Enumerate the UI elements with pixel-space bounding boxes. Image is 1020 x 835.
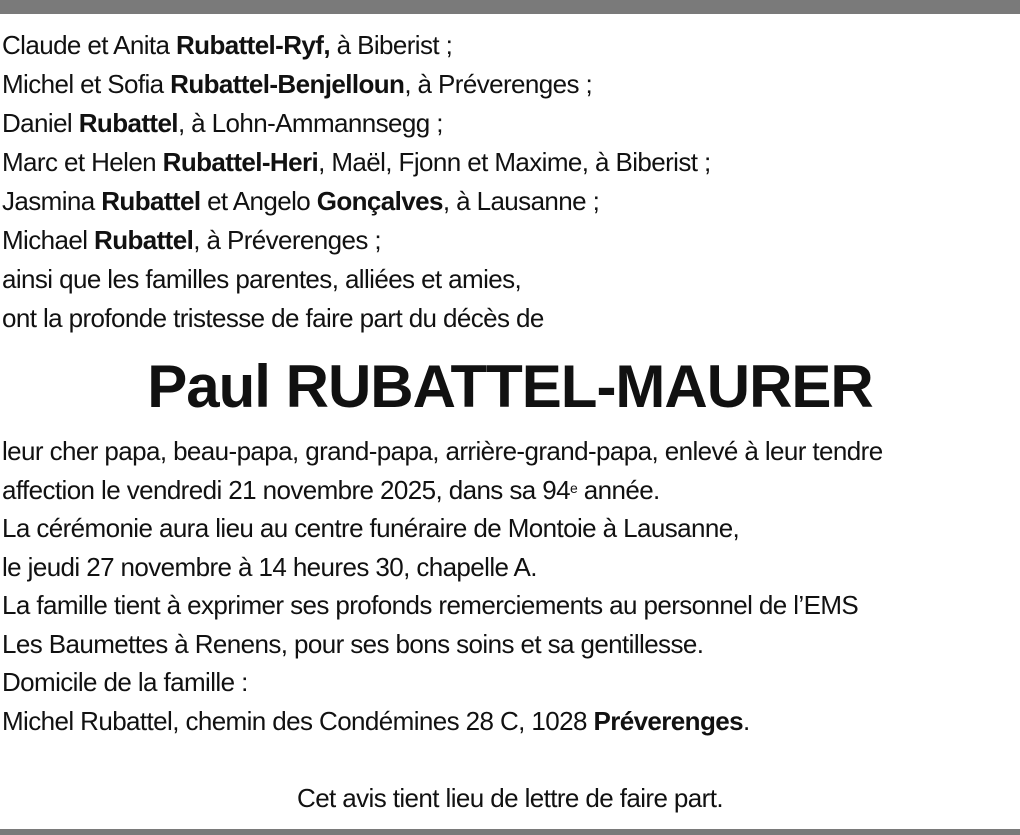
top-divider-bar (0, 0, 1020, 14)
deceased-name: Paul RUBATTEL-MAURER (147, 353, 873, 420)
text-run: , à Lohn-Ammannsegg ; (177, 108, 443, 138)
body-line (2, 666, 248, 698)
family-line (2, 146, 711, 178)
text-run: année. (577, 474, 660, 505)
bold-name: Rubattel-Ryf, (175, 30, 330, 60)
bold-name: Rubattel (101, 186, 201, 216)
family-line (2, 263, 521, 295)
body-line (2, 705, 750, 737)
body-line (2, 551, 537, 583)
text-run: La famille tient à exprimer ses profonds remerciements au personnel de l’EMS (2, 590, 859, 620)
body-line (2, 628, 703, 660)
text-run: leur cher papa, beau-papa, grand-papa, arrière-grand-papa, enlevé à leur tendre (2, 436, 883, 466)
family-line (2, 224, 381, 256)
body-line (2, 512, 739, 544)
bold-name: Rubattel (78, 108, 178, 138)
text-run: . (742, 705, 750, 736)
text-run: Michel Rubattel, chemin des Condémines 28 C, 1028 (2, 705, 594, 736)
text-run: Michel et Sofia (2, 69, 171, 99)
family-line (2, 185, 599, 217)
bottom-divider-bar (0, 829, 1020, 835)
text-run: Domicile de la famille : (2, 667, 248, 697)
body-line (2, 589, 858, 621)
body-line (2, 435, 883, 467)
text-run: Jasmina (2, 186, 102, 216)
text-run: ainsi que les familles parentes, alliées et amies, (2, 264, 522, 294)
text-run: Daniel (2, 108, 79, 138)
body-line (2, 474, 660, 506)
text-run: le jeudi 27 novembre à 14 heures 30, chapelle A. (2, 551, 537, 582)
family-line (2, 302, 544, 334)
bold-name: Gonçalves (316, 186, 443, 216)
family-line (2, 68, 592, 100)
text-run: ont la profonde tristesse de faire part du décès de (2, 303, 544, 333)
family-line (2, 107, 443, 139)
text-run: à Biberist ; (329, 30, 453, 60)
family-line (2, 29, 452, 61)
text-run: Les Baumettes à Renens, pour ses bons soins et sa gentillesse. (2, 628, 704, 659)
bold-name: Préverenges (593, 705, 743, 736)
bold-name: Rubattel (94, 225, 194, 255)
text-run: et Angelo (200, 186, 317, 216)
text-run: Michael (2, 225, 95, 255)
text-run: , à Préverenges ; (193, 225, 382, 255)
ordinal-suffix: e (569, 479, 578, 496)
text-run: affection le vendredi 21 novembre 2025, dans sa 94 (2, 474, 570, 505)
text-run: , Maël, Fjonn et Maxime, à Biberist ; (318, 147, 711, 177)
text-run: La cérémonie aura lieu au centre funéraire de Montoie à Lausanne, (2, 513, 740, 543)
closing-statement: Cet avis tient lieu de lettre de faire part. (297, 783, 723, 813)
bold-name: Rubattel-Benjelloun (170, 69, 405, 99)
text-run: , à Lausanne ; (442, 186, 600, 216)
text-run: Claude et Anita (2, 30, 176, 60)
bold-name: Rubattel-Heri (162, 147, 319, 177)
text-run: Marc et Helen (2, 147, 163, 177)
text-run: , à Préverenges ; (404, 69, 593, 99)
